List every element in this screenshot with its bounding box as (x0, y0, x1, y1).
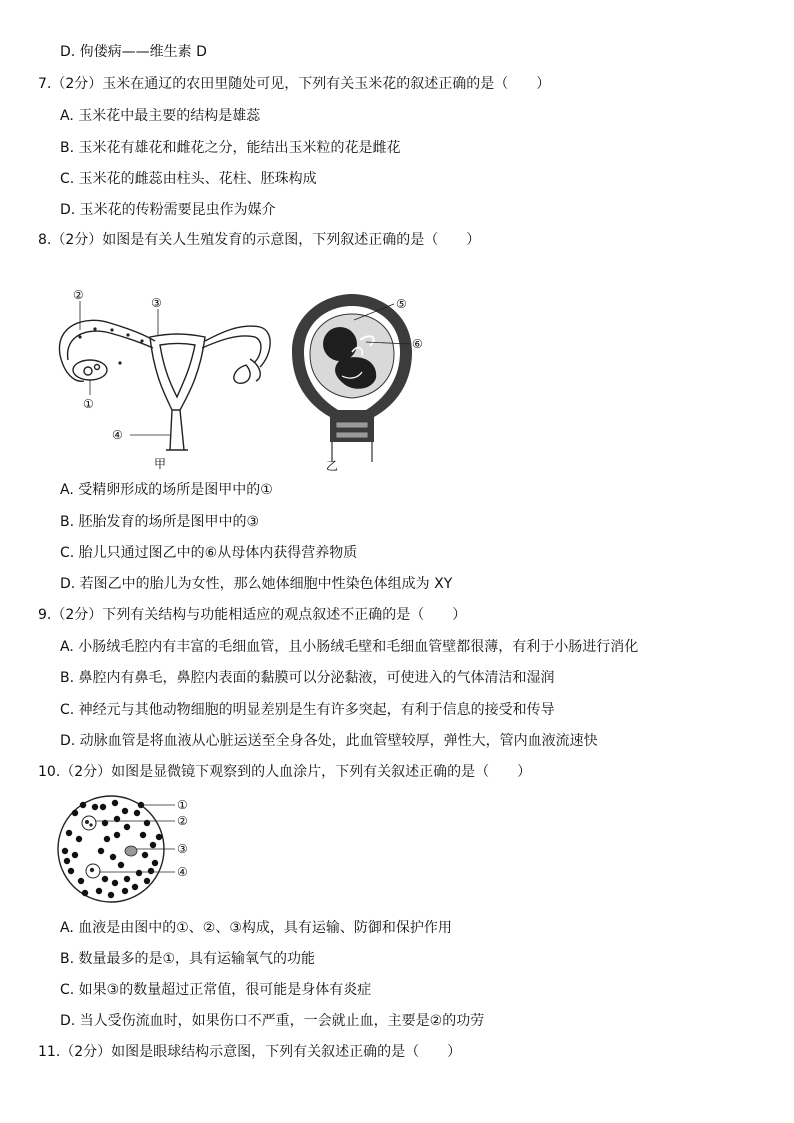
red-blood-cell (68, 868, 74, 874)
q7-stem: 7.（2分）玉米在通辽的农田里随处可见，下列有关玉米花的叙述正确的是（ ） (38, 76, 551, 92)
q8-option-a: A. 受精卵形成的场所是图甲中的① (60, 482, 273, 498)
red-blood-cell (104, 836, 110, 842)
red-blood-cell (72, 852, 78, 858)
figure-jia-reproductive-system (50, 285, 280, 475)
red-blood-cell (112, 800, 118, 806)
red-blood-cell (110, 854, 116, 860)
red-blood-cell (72, 810, 78, 816)
left-ovary (73, 360, 107, 380)
left-oviduct (59, 320, 155, 355)
smear-mark-1: ① (177, 798, 188, 812)
q8-option-c: C. 胎儿只通过图乙中的⑥从母体内获得营养物质 (60, 545, 358, 561)
red-blood-cell (118, 862, 124, 868)
red-blood-cell (124, 876, 130, 882)
red-blood-cell (100, 804, 106, 810)
red-blood-cell (142, 852, 148, 858)
red-blood-cell (96, 888, 102, 894)
red-blood-cell (80, 802, 86, 808)
q10-stem: 10.（2分）如图是显微镜下观察到的人血涂片，下列有关叙述正确的是（ ） (38, 764, 532, 780)
red-blood-cell (78, 878, 84, 884)
red-blood-cell (76, 836, 82, 842)
red-blood-cell (136, 870, 142, 876)
q7-option-b: B. 玉米花有雄花和雌花之分，能结出玉米粒的花是雌花 (60, 140, 401, 156)
smear-mark-3: ③ (177, 842, 188, 856)
red-blood-cell (144, 878, 150, 884)
red-blood-cell (140, 832, 146, 838)
yi-caption: 乙 (326, 459, 339, 473)
q9-option-d: D. 动脉血管是将血液从心脏运送至全身各处，此血管壁较厚，弹性大，管内血液流速快 (60, 733, 598, 749)
red-blood-cell (66, 830, 72, 836)
q8-option-b: B. 胚胎发育的场所是图甲中的③ (60, 514, 260, 530)
smear-mark-4: ④ (177, 865, 188, 879)
q9-option-a: A. 小肠绒毛腔内有丰富的毛细血管，且小肠绒毛壁和毛细血管壁都很薄，有利于小肠进行消化 (60, 639, 639, 655)
jia-caption: 甲 (154, 457, 167, 471)
jia-mark-2: ② (73, 288, 84, 302)
red-blood-cell (134, 810, 140, 816)
vagina (170, 410, 184, 450)
red-blood-cell (122, 888, 128, 894)
red-blood-cell (112, 880, 118, 886)
red-blood-cell (98, 848, 104, 854)
figure-yi-fetus (282, 292, 442, 477)
red-blood-cell (156, 834, 162, 840)
red-blood-cell (114, 832, 120, 838)
jia-mark-3: ③ (151, 296, 162, 310)
q9-option-b: B. 鼻腔内有鼻毛，鼻腔内表面的黏膜可以分泌黏液，可使进入的气体清洁和湿润 (60, 670, 555, 686)
q10-option-c: C. 如果③的数量超过正常值，很可能是身体有炎症 (60, 982, 372, 998)
q8-stem: 8.（2分）如图是有关人生殖发育的示意图，下列叙述正确的是（ ） (38, 232, 481, 248)
figure-blood-smear (55, 793, 205, 908)
jia-mark-1: ① (83, 397, 94, 411)
q7-option-c: C. 玉米花的雌蕊由柱头、花柱、胚珠构成 (60, 171, 317, 187)
red-blood-cell (124, 824, 130, 830)
smear-mark-2: ② (177, 814, 188, 828)
uterus (150, 334, 205, 410)
q6-option-d: D. 佝偻病——维生素 D (60, 44, 207, 60)
red-blood-cell (132, 884, 138, 890)
red-blood-cell (102, 876, 108, 882)
red-blood-cell (64, 858, 70, 864)
red-blood-cell (62, 848, 68, 854)
q10-option-a: A. 血液是由图中的①、②、③构成，具有运输、防御和保护作用 (60, 920, 452, 936)
q10-option-d: D. 当人受伤流血时，如果伤口不严重，一会就止血，主要是②的功劳 (60, 1013, 485, 1029)
yi-mark-5: ⑤ (396, 297, 407, 311)
red-blood-cell (122, 808, 128, 814)
right-ovary (234, 365, 250, 383)
yi-mark-6: ⑥ (412, 337, 423, 351)
red-blood-cell (82, 890, 88, 896)
red-blood-cell (148, 868, 154, 874)
q11-stem: 11.（2分）如图是眼球结构示意图，下列有关叙述正确的是（ ） (38, 1044, 462, 1060)
q9-option-c: C. 神经元与其他动物细胞的明显差别是生有许多突起，有利于信息的接受和传导 (60, 702, 555, 718)
q7-option-a: A. 玉米花中最主要的结构是雄蕊 (60, 108, 261, 124)
red-blood-cell (108, 892, 114, 898)
q10-option-b: B. 数量最多的是①，具有运输氧气的功能 (60, 951, 316, 967)
red-blood-cell (152, 860, 158, 866)
q8-option-d: D. 若图乙中的胎儿为女性，那么她体细胞中性染色体组成为 XY (60, 576, 453, 592)
jia-mark-4: ④ (112, 428, 123, 442)
q7-option-d: D. 玉米花的传粉需要昆虫作为媒介 (60, 202, 276, 218)
red-blood-cell (92, 804, 98, 810)
red-blood-cell (150, 842, 156, 848)
q9-stem: 9.（2分）下列有关结构与功能相适应的观点叙述不正确的是（ ） (38, 607, 467, 623)
